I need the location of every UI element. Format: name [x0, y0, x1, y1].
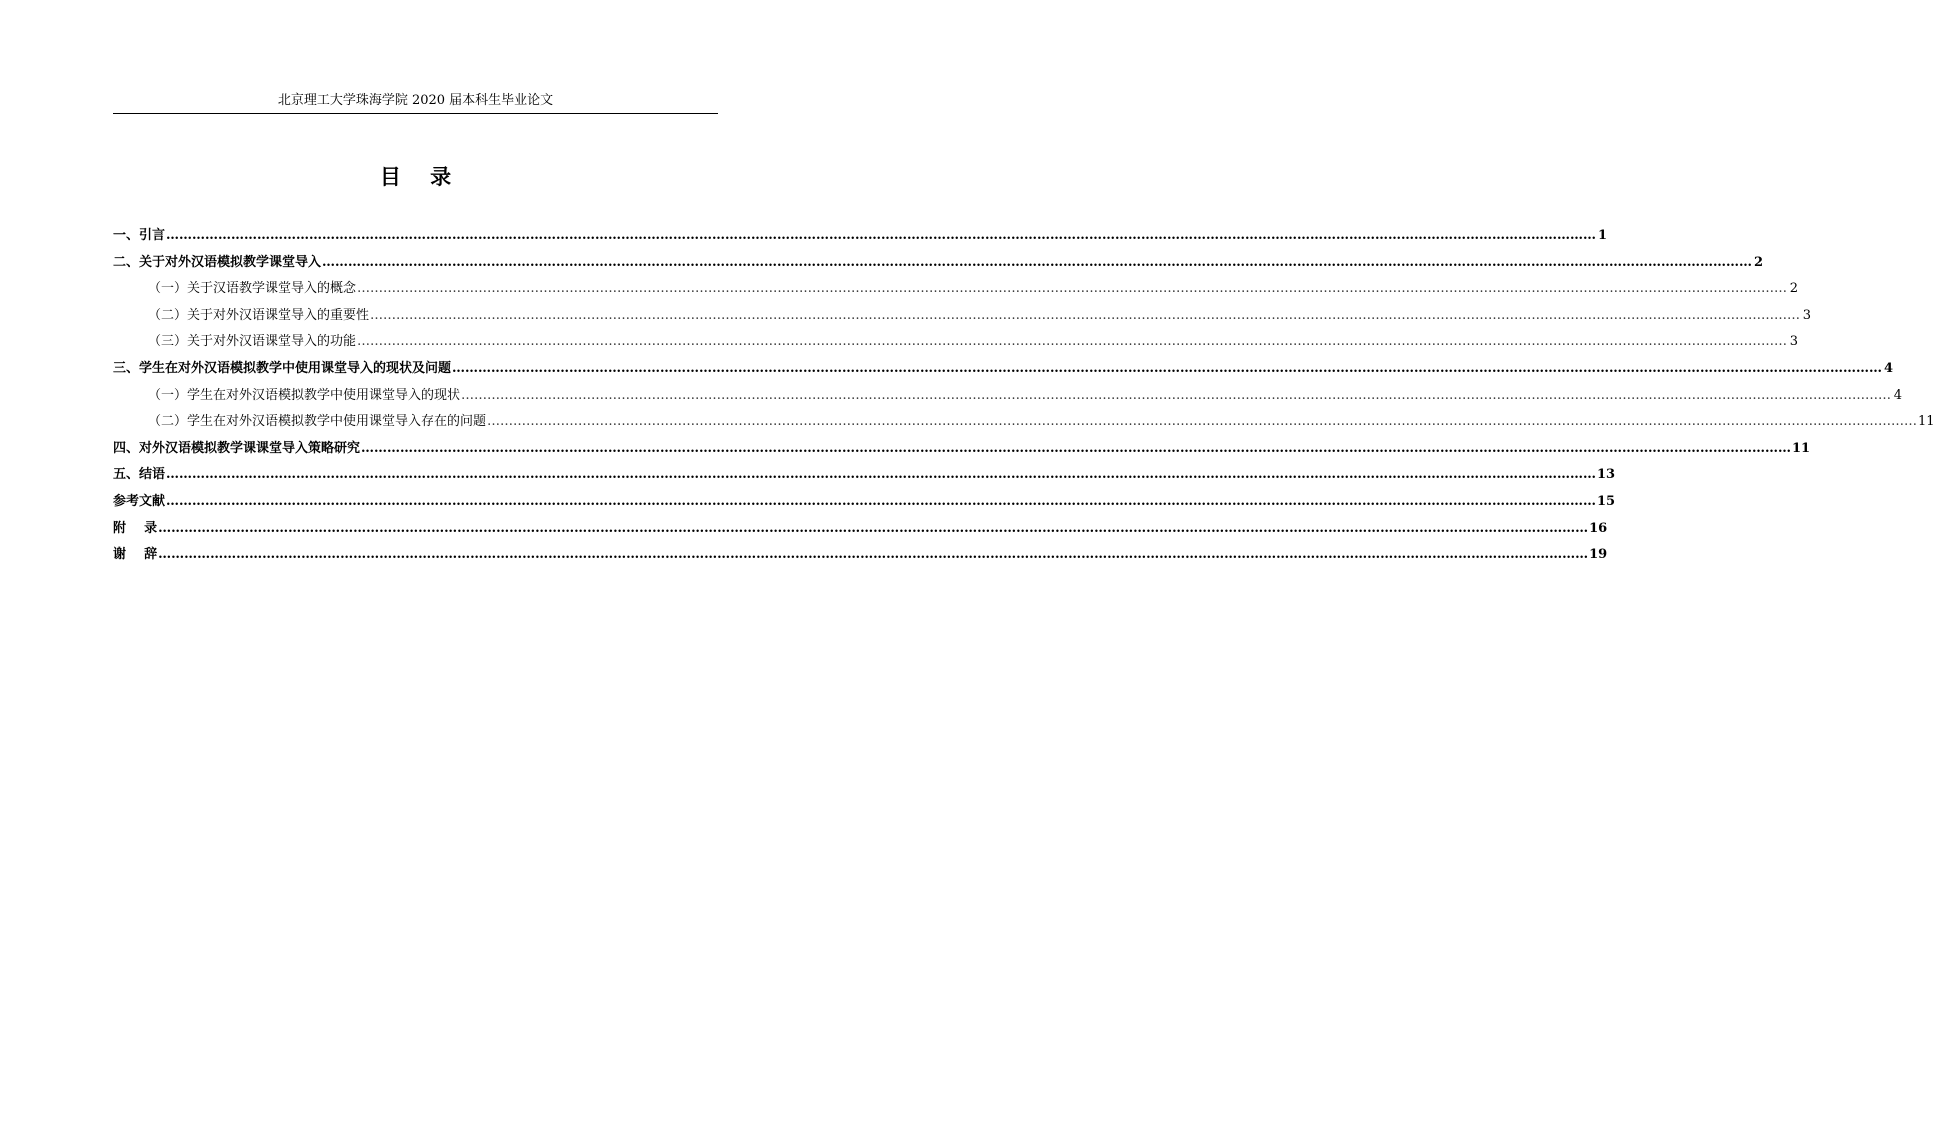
toc-page-number: 19: [1589, 547, 1608, 563]
table-of-contents: [113, 226, 1935, 572]
toc-entry[interactable]: [113, 545, 1608, 572]
toc-subentry[interactable]: [113, 386, 1903, 413]
toc-leader: ……………………………………………………………………………………………………………………………………………………………………………………………………………………………………………………………………………………………………: [487, 414, 1918, 430]
toc-entry-text: （二）学生在对外汉语模拟教学中使用课堂导入存在的问题: [148, 414, 487, 430]
toc-entry-text: （一）学生在对外汉语模拟教学中使用课堂导入的现状: [148, 387, 461, 403]
toc-page-number: 11: [1918, 414, 1935, 430]
toc-entry-text: 五、结语: [113, 467, 166, 483]
toc-entry-text: （三）关于对外汉语课堂导入的功能: [148, 334, 357, 350]
toc-entry[interactable]: [113, 359, 1894, 386]
toc-entry-text: 二、关于对外汉语模拟教学课堂导入: [113, 254, 322, 270]
toc-leader: ……………………………………………………………………………………………………………………………………………………………………………………………………………………………………………………………………………………………………: [370, 307, 1801, 323]
toc-entry[interactable]: [113, 519, 1608, 546]
toc-leader: ……………………………………………………………………………………………………………………………………………………………………………………………………………………………………………………………………………………………………: [357, 281, 1788, 297]
toc-page-number: 2: [1753, 254, 1764, 270]
toc-page-number: 13: [1597, 467, 1616, 483]
header-rule: [113, 113, 718, 114]
toc-page-number: 16: [1589, 520, 1608, 536]
toc-entry-text: 附 录: [113, 520, 158, 536]
toc-entry[interactable]: [113, 465, 1616, 492]
toc-subentry[interactable]: [113, 306, 1812, 333]
toc-entry-text: 一、引言: [113, 228, 166, 243]
toc-leader: ……………………………………………………………………………………………………………………………………………………………………………………………………………………………………………………………………………………………………: [166, 467, 1597, 483]
toc-leader: ……………………………………………………………………………………………………………………………………………………………………………………………………………………………………………………………………………………………………: [361, 440, 1792, 456]
toc-entry[interactable]: [113, 439, 1811, 466]
toc-entry[interactable]: [113, 226, 1608, 253]
toc-page-number: 1: [1597, 228, 1608, 243]
toc-subentry[interactable]: [113, 332, 1799, 359]
toc-leader: ……………………………………………………………………………………………………………………………………………………………………………………………………………………………………………………………………………………………………: [322, 254, 1753, 270]
toc-page-number: 15: [1597, 493, 1616, 509]
toc-entry-text: （二）关于对外汉语课堂导入的重要性: [148, 307, 370, 323]
toc-entry-text: 参考文献: [113, 493, 166, 509]
toc-entry[interactable]: [113, 492, 1616, 519]
toc-leader: ……………………………………………………………………………………………………………………………………………………………………………………………………………………………………………………………………………………………………: [158, 547, 1589, 563]
toc-leader: ……………………………………………………………………………………………………………………………………………………………………………………………………………………………………………………………………………………………………: [158, 520, 1589, 536]
toc-entry[interactable]: [113, 253, 1764, 280]
toc-page-number: 3: [1789, 334, 1799, 350]
toc-title: 目 录: [379, 165, 452, 189]
toc-entry-text: 谢 辞: [113, 547, 158, 563]
toc-page-number: 11: [1792, 440, 1811, 456]
toc-page-number: 4: [1893, 387, 1903, 403]
toc-leader: ……………………………………………………………………………………………………………………………………………………………………………………………………………………………………………………………………………………………………: [461, 387, 1892, 403]
toc-entry-text: 三、学生在对外汉语模拟教学中使用课堂导入的现状及问题: [113, 360, 452, 376]
toc-subentry[interactable]: [113, 279, 1799, 306]
toc-leader: ……………………………………………………………………………………………………………………………………………………………………………………………………………………………………………………………………………………………………: [166, 228, 1597, 243]
toc-leader: ……………………………………………………………………………………………………………………………………………………………………………………………………………………………………………………………………………………………………: [166, 493, 1597, 509]
toc-page-number: 2: [1789, 281, 1799, 297]
toc-page-number: 4: [1883, 360, 1894, 376]
toc-subentry[interactable]: [113, 412, 1935, 439]
running-header: 北京理工大学珠海学院 2020 届本科生毕业论文: [277, 93, 554, 108]
toc-leader: ……………………………………………………………………………………………………………………………………………………………………………………………………………………………………………………………………………………………………: [357, 334, 1788, 350]
toc-leader: ……………………………………………………………………………………………………………………………………………………………………………………………………………………………………………………………………………………………………: [452, 360, 1883, 376]
toc-entry-text: （一）关于汉语教学课堂导入的概念: [148, 281, 357, 297]
toc-page-number: 3: [1802, 307, 1812, 323]
toc-entry-text: 四、对外汉语模拟教学课课堂导入策略研究: [113, 440, 361, 456]
